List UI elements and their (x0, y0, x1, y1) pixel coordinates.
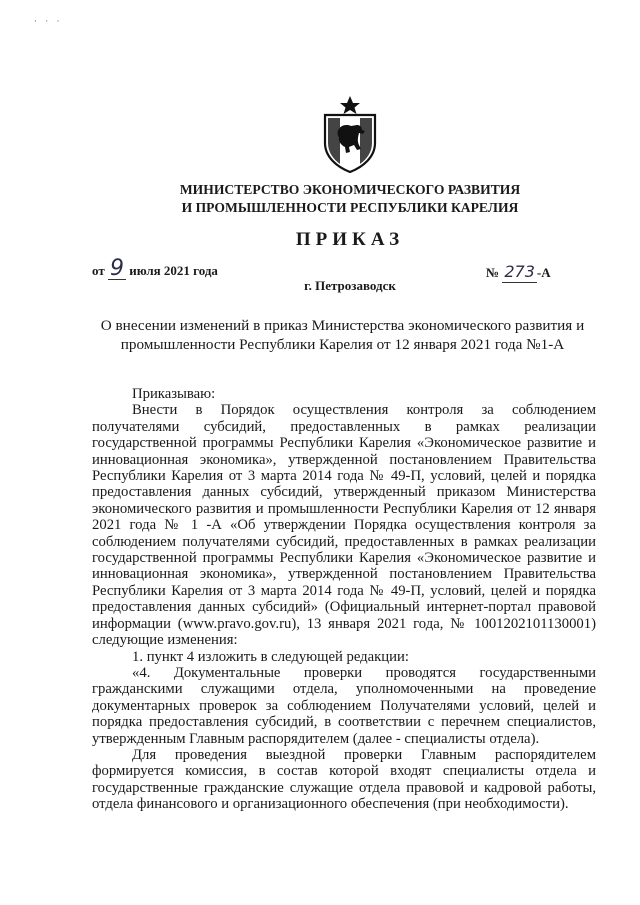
date-rest: июля 2021 года (129, 263, 218, 278)
paragraph-1: Внести в Порядок осуществления контроля за соблюдением получателями субсидий, предоставленных в рамках реализации государственной программы Республики Карелия «Экономическое развитие и инновационная экономика», утвержденной постановлением Правительства Республики Карелия от 3 марта 2014 года № 49-П, условий, целей и порядка предоставления данных субсидий, утвержденный приказом Министерства экономического развития и промышленности Республики Карелия от 12 января 2021 года № 1 -А «Об утверждении Порядка осуществления контроля за соблюдением получателями субсидий, предоставленных в рамках реализации государственной программы Республики Карелия «Экономическое развитие и инновационная экономика», утвержденной постановлением Правительства Республики Карелия от 3 марта 2014 года № 49-П, условий, целей и порядка предоставления данных субсидий» (Официальный интернет-портал правовой информации (www.pravo.gov.ru), 13 января 2021 года, № 1001202101130001) следующие изменения: (92, 402, 596, 649)
paragraph-3: Для проведения выездной проверки Главным распорядителем формируется комиссия, в состав которой входят специалисты отдела и государственные гражданские служащие отдела правовой и кадровой работы, отдела финансового и организационного обеспечения (при необходимости). (92, 746, 596, 813)
document-body (92, 386, 596, 813)
date-prefix: от (92, 263, 105, 278)
scan-marks: · · · (34, 16, 63, 26)
number-value: 273 (504, 262, 535, 281)
karelia-coat-of-arms-icon (319, 95, 381, 173)
list-item-1: 1. пункт 4 изложить в следующей редакции: (132, 648, 409, 665)
document-type: ПРИКАЗ (295, 229, 405, 250)
city: г. Петрозаводск (304, 278, 396, 293)
order-word: Приказываю: (132, 386, 216, 402)
document-subject: О внесении изменений в приказ Министерства экономического развития и промышленности Республики Карелия от 12 января 2021 года №1-А (100, 317, 585, 353)
number-prefix: № (486, 265, 500, 280)
number-suffix: -А (536, 265, 551, 280)
paragraph-2: «4. Документальные проверки проводятся государственными гражданскими служащими отдела, уполномоченными на проведение документарных проверок за соблюдением Получателями условий, целей и порядка предоставления субсидий, в соответствии с перечнем специалистов, утвержденным Главным распорядителем (далее - специалисты отдела). (92, 664, 596, 747)
date-line (92, 256, 218, 281)
date-day: 9 (109, 256, 124, 281)
ministry-name (120, 181, 580, 217)
ministry-line-2: И ПРОМЫШЛЕННОСТИ РЕСПУБЛИКИ КАРЕЛИЯ (181, 200, 519, 215)
ministry-line-1: МИНИСТЕРСТВО ЭКОНОМИЧЕСКОГО РАЗВИТИЯ (179, 182, 521, 197)
